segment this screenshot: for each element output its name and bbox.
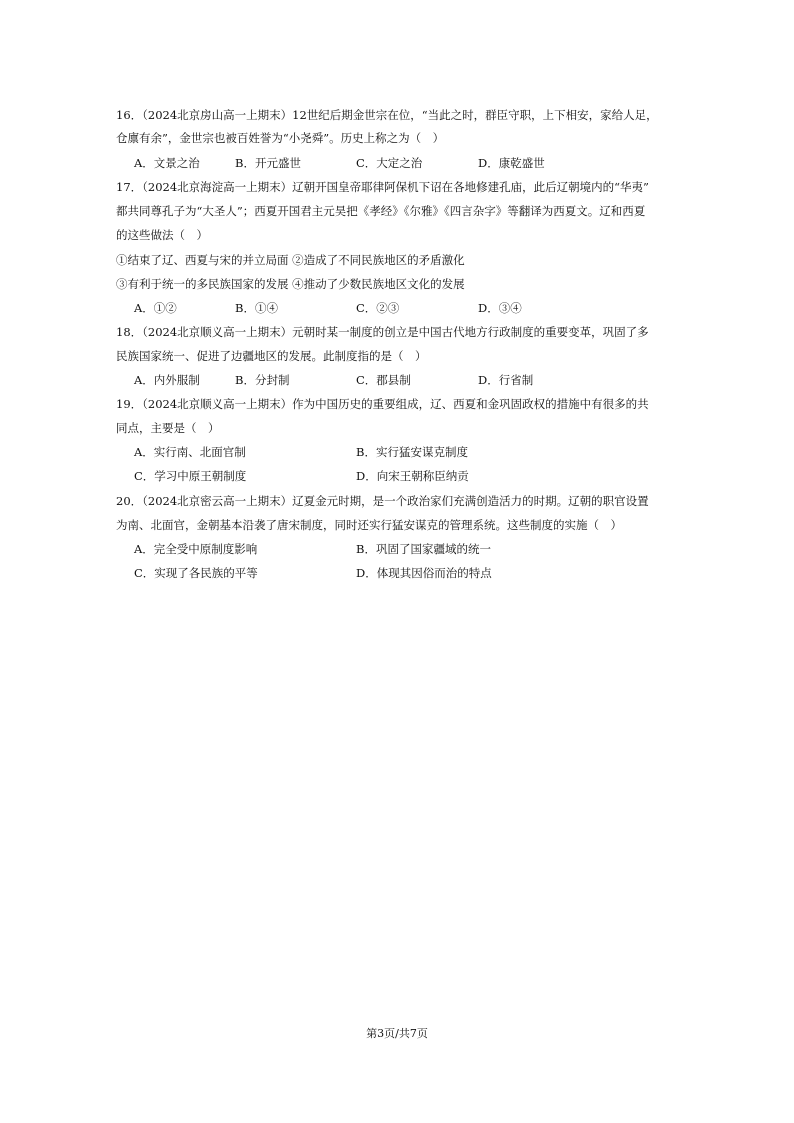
question-stem-line: 为南、北面官，金朝基本沿袭了唐宋制度，同时还实行猛安谋克的管理系统。这些制度的实施（ ） [116, 518, 622, 532]
option-b: B．①④ [235, 301, 278, 315]
option-c: C．实现了各民族的平等 [134, 566, 258, 580]
question-stem-line: 的这些做法（ ） [116, 228, 208, 242]
statement-line: ①结束了辽、西夏与宋的并立局面 ②造成了不同民族地区的矛盾激化 [116, 253, 465, 267]
option-c: C．学习中原王朝制度 [134, 469, 247, 483]
option-c: C．②③ [356, 301, 400, 315]
question-stem-line: 都共同尊孔子为“大圣人”；西夏开国君主元昊把《孝经》《尔雅》《四言杂字》等翻译为西夏文。辽和西夏 [116, 204, 646, 218]
question-stem-line: 16．（2024北京房山高一上期末）12世纪后期金世宗在位，“当此之时，群臣守职，上下相安，家给人足， [116, 108, 658, 122]
option-b: B．实行猛安谋克制度 [356, 445, 468, 459]
option-b: B．分封制 [235, 373, 290, 387]
option-d: D．康乾盛世 [478, 156, 545, 170]
option-d: D．行省制 [478, 373, 534, 387]
question-stem-line: 19．（2024北京顺义高一上期末）作为中国历史的重要组成，辽、西夏和金巩固政权的措施中有很多的共 [116, 397, 649, 411]
question-stem-line: 同点，主要是（ ） [116, 421, 220, 435]
statement-line: ③有利于统一的多民族国家的发展 ④推动了少数民族地区文化的发展 [116, 277, 465, 291]
question-stem-line: 民族国家统一、促进了边疆地区的发展。此制度指的是（ ） [116, 349, 427, 363]
question-stem-line: 17．（2024北京海淀高一上期末）辽朝开国皇帝耶律阿保机下诏在各地修建孔庙，此后辽朝境内的“华夷” [116, 180, 649, 194]
option-d: D．向宋王朝称臣纳贡 [356, 469, 469, 483]
option-b: B．巩固了国家疆域的统一 [356, 542, 491, 556]
option-d: D．③④ [478, 301, 522, 315]
page-number: 第3页/共7页 [366, 1027, 428, 1040]
option-a: A．文景之治 [134, 156, 200, 170]
question-stem-line: 20．（2024北京密云高一上期末）辽夏金元时期，是一个政治家们充满创造活力的时期。辽朝的职官设置 [116, 494, 649, 508]
option-c: C．大定之治 [356, 156, 423, 170]
question-stem-line: 18．（2024北京顺义高一上期末）元朝时某一制度的创立是中国古代地方行政制度的重要变革，巩固了多 [116, 325, 649, 339]
option-b: B．开元盛世 [235, 156, 301, 170]
option-a: A．实行南、北面官制 [134, 445, 246, 459]
option-d: D．体现其因俗而治的特点 [356, 566, 492, 580]
option-a: A．内外服制 [134, 373, 200, 387]
question-stem-line: 仓廪有余”，金世宗也被百姓誉为“小尧舜”。历史上称之为（ ） [116, 131, 445, 145]
option-a: A．①② [134, 301, 177, 315]
option-c: C．郡县制 [356, 373, 411, 387]
option-a: A．完全受中原制度影响 [134, 542, 258, 556]
